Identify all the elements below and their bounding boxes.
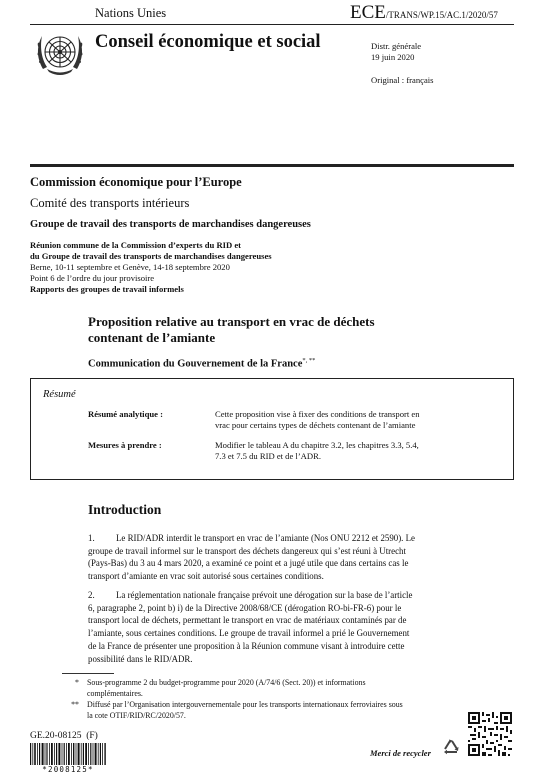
document-title-line-1: Proposition relative au transport en vrac de déchets — [88, 314, 375, 329]
agenda-title: Rapports des groupes de travail informels — [30, 284, 184, 294]
summary-row-value-line-2: vrac pour certains types de déchets contenant de l’amiante — [215, 420, 416, 430]
footnote-text — [87, 678, 457, 699]
job-number: GE.20-08125 (F) — [30, 731, 98, 741]
communication-footnote-marks: *, ** — [302, 357, 316, 364]
barcode-text: *2008125* — [42, 765, 94, 774]
original-language: Original : français — [371, 75, 434, 85]
paragraph — [88, 589, 454, 665]
summary-heading: Résumé — [43, 389, 76, 400]
commission-heading: Commission économique pour l’Europe — [30, 175, 242, 189]
qr-code-icon — [468, 712, 512, 756]
barcode — [30, 743, 106, 765]
document-symbol — [350, 2, 498, 24]
communication-text: Communication du Gouvernement de la France — [88, 358, 303, 370]
summary-row-value-line-2: 7.3 et 7.5 du RID et de l’ADR. — [215, 451, 321, 461]
introduction-heading: Introduction — [88, 502, 162, 517]
paragraph-line: 6, paragraphe 2, point b) i) de la Directive 2008/68/CE (dérogation RO-bi-FR-6) pour le — [88, 602, 402, 613]
paragraph-line: groupe de travail informel sur le transport des déchets dangereux qui s’est réuni à Utrecht — [88, 545, 406, 556]
recycle-text: Merci de recycler — [370, 748, 431, 758]
summary-row-value-line-1: Cette proposition vise à fixer des conditions de transport en — [215, 409, 420, 419]
footnote — [57, 700, 477, 722]
paragraph-line: de la France de présenter une proposition à la Réunion commune visant à introduire cette — [88, 640, 405, 651]
paragraph-number: 2. — [88, 590, 95, 600]
footnote-line: la cote OTIF/RID/RC/2020/57. — [87, 710, 186, 720]
issue-date: 19 juin 2020 — [371, 52, 415, 62]
summary-row-value — [215, 440, 505, 462]
meeting-line-2: du Groupe de travail des transports de marchandises dangereuses — [30, 251, 272, 261]
committee-heading: Comité des transports intérieurs — [30, 196, 190, 210]
footnote — [57, 678, 457, 700]
document-title — [88, 314, 375, 346]
header-rule-top — [30, 24, 514, 25]
working-group-heading: Groupe de travail des transports de marchandises dangereuses — [30, 219, 311, 230]
summary-row-value-line-1: Modifier le tableau A du chapitre 3.2, les chapitres 3.3, 5.4, — [215, 440, 419, 450]
paragraph-number: 1. — [88, 533, 95, 543]
un-emblem-icon — [33, 29, 87, 79]
paragraph-line: (Pays-Bas) du 3 au 4 mars 2020, a examiné ce point et a jugé utile que dans certains cas le — [88, 558, 409, 569]
agenda-item: Point 6 de l’ordre du jour provisoire — [30, 273, 155, 283]
paragraph-text: Le RID/ADR interdit le transport en vrac de l’amiante (Nos ONU 2212 et 2590). Le — [116, 533, 415, 543]
paragraph-text: La réglementation nationale française prévoit une dérogation sur la base de l’article — [116, 590, 413, 600]
paragraph-line: transport local de déchets, permettant le transport en vrac de matériaux contaminés par de — [88, 615, 407, 626]
org-name: Nations Unies — [95, 6, 167, 20]
footnote-text — [87, 700, 477, 721]
summary-row-label: Mesures à prendre : — [88, 440, 162, 450]
footnote-line: Sous-programme 2 du budget-programme pour 2020 (A/74/6 (Sect. 20)) et informations — [87, 678, 366, 687]
paragraph-line: l’amiante, sous certaines conditions. Le groupe de travail informel a prié le Gouvernement — [88, 628, 410, 639]
place-dates: Berne, 10-11 septembre et Genève, 14-18 septembre 2020 — [30, 262, 230, 272]
paragraph-line — [88, 589, 454, 602]
summary-row-label: Résumé analytique : — [88, 409, 163, 419]
footnote-mark: ** — [71, 700, 79, 709]
footnote-mark: * — [75, 678, 79, 687]
paragraph-line: possibilité dans le RID/ADR. — [88, 653, 193, 664]
footnote-line: complémentaires. — [87, 688, 143, 698]
symbol-rest: /TRANS/WP.15/AC.1/2020/57 — [385, 10, 498, 20]
footnote-separator — [62, 673, 114, 674]
communication-line — [88, 357, 315, 370]
paragraph-line — [88, 532, 454, 545]
paragraph — [88, 532, 454, 583]
distribution-note: Distr. générale — [371, 41, 422, 51]
footnote-line: Diffusé par l’Organisation intergouvernementale pour les transports internationaux ferroviaires sous — [87, 700, 403, 709]
header-rule-bottom — [30, 164, 514, 167]
paragraph-line: transport d’amiante en vrac soit autorisé sous certaines conditions. — [88, 571, 324, 582]
summary-row-value — [215, 409, 505, 431]
meeting-line-1: Réunion commune de la Commission d’experts du RID et — [30, 240, 242, 250]
symbol-prefix: ECE — [350, 2, 386, 23]
recycle-icon — [441, 738, 463, 760]
council-title: Conseil économique et social — [95, 32, 321, 52]
document-title-line-2: contenant de l’amiante — [88, 330, 216, 345]
